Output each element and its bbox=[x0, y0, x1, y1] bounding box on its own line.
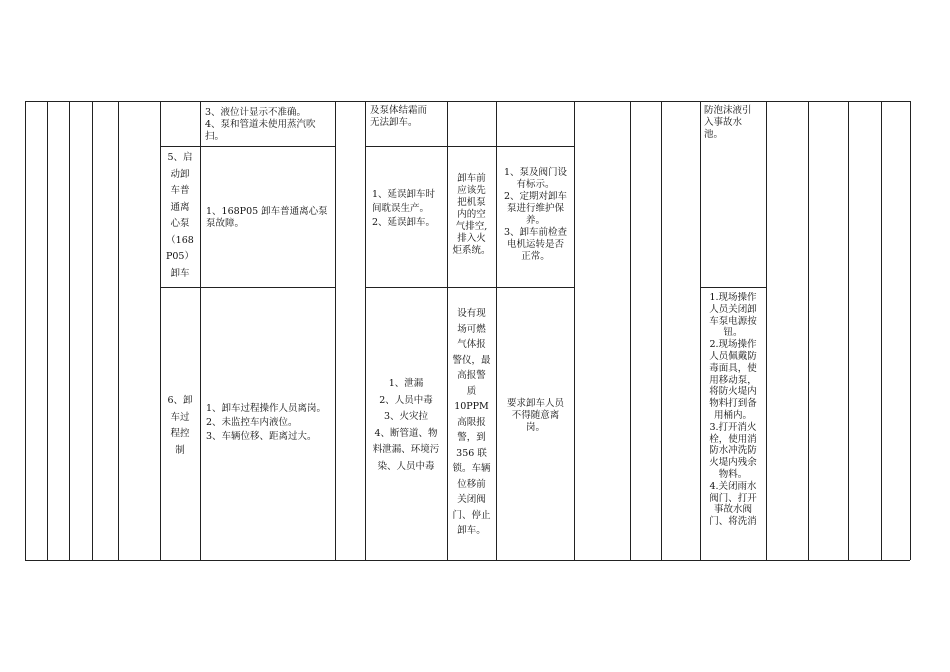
hazard-cell-5: 1、168P05 卸车普通离心泵 泵故障。 bbox=[206, 206, 328, 229]
column-divider bbox=[118, 101, 119, 560]
hazard-cell-6: 1、卸车过程操作人员离岗。 2、未监控车内液位。 3、车辆位移、距离过大。 bbox=[206, 403, 327, 442]
row-divider bbox=[365, 146, 574, 147]
column-divider bbox=[335, 101, 336, 560]
management-measure-cell-5: 1、泵及阀门设 有标示。 2、定期对卸车 泵进行维护保 养。 3、卸车前检查 电机运转是否 正常。 bbox=[503, 167, 568, 262]
table-border bbox=[910, 101, 911, 560]
column-divider bbox=[200, 101, 201, 560]
column-divider bbox=[496, 101, 497, 560]
emergency-cell-6: 1.现场操作 人员关闭卸 车泵电源按 钮。 2.现场操作 人员佩戴防 毒面具，使 用移动泵， 将防火堤内 物料打到备 用桶内。 3.打开消火 栓，使用消 防水冲洗防 火堤内残余 物料。 4.关闭雨水 阀门、打开 事故水阀 门、将洗消 bbox=[709, 292, 757, 528]
column-divider bbox=[808, 101, 809, 560]
engineering-measure-cell-5: 卸车前 应该先 把机泵 内的空 气排空, 排入火 炬系统。 bbox=[452, 173, 491, 256]
consequence-cell-6: 1、泄漏 2、人员中毒 3、火灾拉 4、断管道、物 料泄漏、环境污 染、人员中毒 bbox=[372, 378, 440, 472]
hazard-cell-continued: 3、液位计显示不准确。 4、泵和管道未使用蒸汽吹扫。 bbox=[205, 107, 316, 142]
step-cell-5: 5、启 动卸 车普 通离 心泵 （168 P05） 卸车 bbox=[166, 152, 194, 279]
row-divider bbox=[365, 287, 574, 288]
column-divider bbox=[661, 101, 662, 560]
consequence-cell-continued: 及泵体结霜而 无法卸车。 bbox=[370, 105, 428, 128]
management-measure-cell-6: 要求卸车人员 不得随意离 岗。 bbox=[506, 398, 564, 433]
column-divider bbox=[848, 101, 849, 560]
table-border bbox=[25, 101, 26, 560]
column-divider bbox=[881, 101, 882, 560]
column-divider bbox=[47, 101, 48, 560]
column-divider bbox=[69, 101, 70, 560]
table-bottom-border bbox=[25, 560, 910, 561]
column-divider bbox=[766, 101, 767, 560]
step-cell-6: 6、卸 车过 程控 制 bbox=[167, 395, 193, 456]
emergency-cell-continued: 防泡沫液引 入事故水 池。 bbox=[704, 105, 752, 140]
column-divider bbox=[92, 101, 93, 560]
column-divider bbox=[365, 101, 366, 560]
row-divider bbox=[160, 287, 335, 288]
consequence-cell-5: 1、延误卸车时 间耽误生产。 2、延误卸车。 bbox=[372, 189, 436, 228]
column-divider bbox=[630, 101, 631, 560]
engineering-measure-cell-6: 设有现 场可燃 气体报 警仪，最 高报警 质 10PPM 高限报 警，到 356 联 锁。车辆 位移前 关闭阀 门、停止 卸车。 bbox=[452, 308, 491, 536]
table-top-border bbox=[25, 101, 910, 102]
row-divider bbox=[700, 287, 766, 288]
row-divider bbox=[160, 146, 335, 147]
column-divider bbox=[574, 101, 575, 560]
